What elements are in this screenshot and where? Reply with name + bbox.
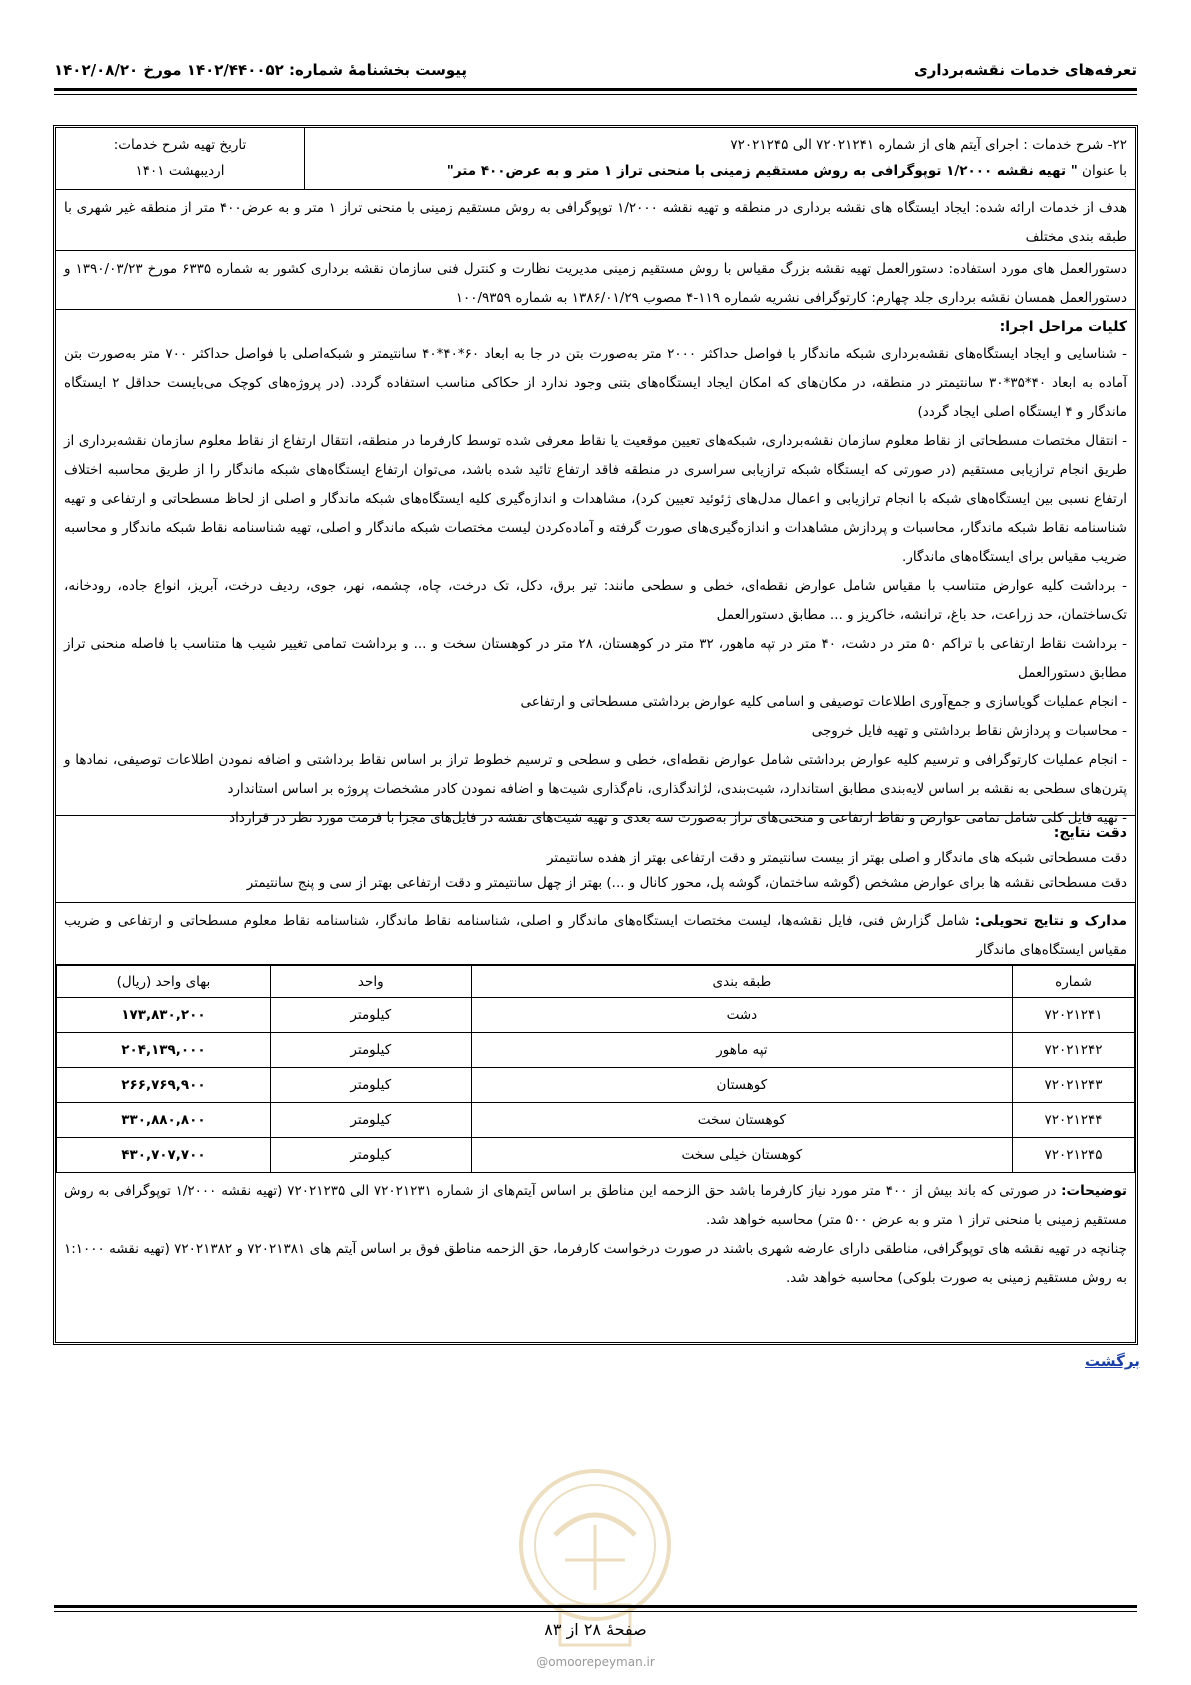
goal-text: هدف از خدمات ارائه شده: ایجاد ایستگاه های نقشه برداری در منطقه و تهیه نقشه ۱/۲۰۰۰ توپوگرافی به روش مستقیم زمینی با منحنی تراز ۱ متر و به عرض۴۰۰ متر از منطقه غیر شهری با طبقه بندی مختلف: [64, 200, 1127, 245]
service-title-prefix: با عنوان: [1077, 163, 1127, 179]
notes-title: توضیحات:: [1061, 1183, 1127, 1199]
item-price: ۲۰۴,۱۳۹,۰۰۰: [57, 1033, 271, 1068]
item-unit: کیلومتر: [270, 1103, 471, 1138]
item-unit: کیلومتر: [270, 1068, 471, 1103]
page-header: [54, 58, 1137, 82]
steps-section: [56, 310, 1135, 826]
deliverables-text: [56, 903, 1135, 964]
step-item: - تهیه فایل کلی شامل تمامی عوارض و نقاط ارتفاعی و منحنی‌های تراز به‌صورت سه بعدی و تهیه شیت‌های نقشه در فایل‌های مجزا با فرمت مورد نظر در قرارداد: [229, 810, 1127, 826]
deliverables-title: مدارک و نتایج تحویلی:: [974, 913, 1128, 929]
table-row: [57, 1138, 1135, 1173]
price-table-header: [57, 966, 1135, 998]
item-price: ۳۳۰,۸۸۰,۸۰۰: [57, 1103, 271, 1138]
notes-section: [56, 1173, 1135, 1295]
goal-row: [56, 190, 1135, 251]
service-items-range: ۲۲- شرح خدمات : اجرای آیتم های از شماره ۷۲۰۲۱۲۴۱ الی ۷۲۰۲۱۲۴۵: [730, 137, 1127, 153]
footer-rule-thick: [54, 1605, 1137, 1608]
accuracy-item: دقت مسطحاتی شبکه های ماندگار و اصلی بهتر از بیست سانتیمتر و دقت ارتفاعی بهتر از هفده سانتیمتر: [546, 850, 1127, 866]
table-row: [57, 998, 1135, 1033]
service-description: [304, 128, 1135, 189]
notes-text-1: در صورتی که باند بیش از ۴۰۰ متر مورد نیاز کارفرما باشد حق الزحمه این مناطق بر اساس آیتم‌های از شماره ۷۲۰۲۱۲۳۱ الی ۷۲۰۲۱۲۳۵ (تهیه نقشه ۱/۲۰۰۰ توپوگرافی به روش مستقیم زمینی با منحنی تراز ۱ متر و به عرض ۵۰۰ متر) محاسبه خواهد شد.: [64, 1183, 1127, 1228]
header-rule-thin: [54, 94, 1137, 95]
price-table: [56, 965, 1135, 1173]
col-header-price: بهای واحد (ریال): [57, 966, 271, 998]
service-sheet: [53, 125, 1138, 1345]
item-unit: کیلومتر: [270, 1033, 471, 1068]
steps-title: کلیات مراحل اجرا:: [999, 319, 1127, 335]
instructions-row: [56, 251, 1135, 310]
service-title-line: [313, 158, 1127, 184]
service-title-row: [56, 128, 1135, 190]
step-item: - محاسبات و پردازش نقاط برداشتی و تهیه فایل خروجی: [811, 723, 1127, 739]
item-code: ۷۲۰۲۱۲۴۲: [1013, 1033, 1135, 1068]
item-class: کوهستان سخت: [471, 1103, 1012, 1138]
accuracy-title: دقت نتایج:: [1053, 825, 1127, 841]
accuracy-section: [56, 816, 1135, 903]
col-header-code: شماره: [1013, 966, 1135, 998]
item-price: ۱۷۳,۸۳۰,۲۰۰: [57, 998, 271, 1033]
step-item: - برداشت کلیه عوارض متناسب با مقیاس شامل عوارض نقطه‌ای، خطی و سطحی مانند: تیر برق، دکل، تک درخت، چاه، چشمه، نهر، جوی، ردیف درخت، آبریز، انواع جاده، رودخانه، تک‌ساختمان، حد زراعت، حد باغ، ترانشه، خاکریز و ... مطابق دستورالعمل: [64, 578, 1127, 623]
table-row: [57, 1068, 1135, 1103]
table-row: [57, 1033, 1135, 1068]
step-item: - برداشت نقاط ارتفاعی با تراکم ۵۰ متر در دشت، ۴۰ متر در تپه ماهور، ۳۲ متر در کوهستان، ۲۸ متر در کوهستان سخت و ... و برداشت تمامی تغییر شیب ها متناسب با فاصله منحنی تراز مطابق دستورالعمل: [64, 636, 1127, 681]
site-watermark: @omoorepeyman.ir: [536, 1655, 655, 1669]
item-price: ۴۳۰,۷۰۷,۷۰۰: [57, 1138, 271, 1173]
item-class: کوهستان خیلی سخت: [471, 1138, 1012, 1173]
footer-rule-thin: [54, 1611, 1137, 1612]
steps-body: [56, 310, 1135, 826]
accuracy-body: [56, 816, 1135, 902]
item-code: ۷۲۰۲۱۲۴۳: [1013, 1068, 1135, 1103]
item-price: ۲۶۶,۷۶۹,۹۰۰: [57, 1068, 271, 1103]
item-unit: کیلومتر: [270, 1138, 471, 1173]
item-unit: کیلومتر: [270, 998, 471, 1033]
notes-text-2: چنانچه در تهیه نقشه های توپوگرافی، مناطقی دارای عارضه شهری باشند در صورت درخواست کارفرما، حق الزحمه مناطق فوق بر اساس آیتم های ۷۲۰۲۱۳۸۱ و ۷۲۰۲۱۳۸۲ (تهیه نقشه ۱:۱۰۰۰ به روش مستقیم زمینی به صورت بلوکی) محاسبه خواهد شد.: [64, 1241, 1128, 1286]
header-rule-thick: [54, 88, 1137, 91]
col-header-class: طبقه بندی: [471, 966, 1012, 998]
step-item: - انتقال مختصات مسطحاتی از نقاط معلوم سازمان نقشه‌برداری، شبکه‌های تعیین موقعیت یا نقاط معرفی شده توسط کارفرما در منطقه، انتقال ارتفاع از نقاط معلوم سازمان نقشه‌برداری از طریق انجام ترازیابی مستقیم (در صورتی که ایستگاه شبکه ترازیابی سراسری در منطقه فاقد ارتفاع تائید شده باشد، می‌توان ارتفاع ایستگاه‌های شبکه ماندگار را از طریق محاسبه اختلاف ارتفاع نسبی بین ایستگاه‌های شبکه با انجام ترازیابی و اعمال مدل‌های ژئوئید تعیین کرد)، مشاهدات و اندازه‌گیری کلیه ایستگاه‌های شبکه ماندگار و اصلی از لحاظ مسطحاتی و ارتفاعی و تهیه شناسنامه نقاط شبکه ماندگار، محاسبات و پردازش مشاهدات و اندازه‌گیری‌های صورت گرفته و آماده‌کردن لیست مختصات شبکه ماندگار و اصلی، تهیه شناسنامه نقاط شبکه ماندگار و محاسبه ضریب مقیاس برای ایستگاه‌های ماندگار.: [64, 433, 1127, 565]
service-date: [56, 128, 304, 189]
step-item: - شناسایی و ایجاد ایستگاه‌های نقشه‌برداری شبکه ماندگار با فواصل حداکثر ۲۰۰۰ متر به‌صورت بتن در جا به ابعاد ۶۰*۴۰*۴۰ سانتیمتر و شبکه‌اصلی با فواصل حداکثر ۷۰۰ متر به‌صورت بتن آماده به ابعاد ۴۰*۳۵*۳۰ سانتیمتر در منطقه، در مکان‌های که امکان ایجاد ایستگاه‌های بتنی وجود ندارد از حکاکی مناسب استفاده گردد. (در پروژه‌های کوچک می‌بایست حداقل ۲ ایستگاه ماندگار و ۴ ایستگاه اصلی ایجاد گردد): [64, 346, 1127, 420]
header-doc-title: تعرفه‌های خدمات نقشه‌برداری: [913, 61, 1137, 79]
header-circular-ref: پیوست بخشنامهٔ شماره: ۱۴۰۲/۴۴۰۰۵۲ مورخ ۱۴۰۲/۰۸/۲۰: [54, 61, 468, 79]
back-link[interactable]: برگشت: [1085, 1352, 1140, 1370]
item-class: دشت: [471, 998, 1012, 1033]
deliverables-row: [56, 903, 1135, 965]
item-code: ۷۲۰۲۱۲۴۱: [1013, 998, 1135, 1033]
item-code: ۷۲۰۲۱۲۴۵: [1013, 1138, 1135, 1173]
page-number: صفحهٔ ۲۸ از ۸۳: [544, 1620, 647, 1639]
notes-paragraph: [64, 1177, 1127, 1235]
notes-body: [56, 1173, 1135, 1295]
service-date-value: اردیبهشت ۱۴۰۱: [135, 163, 225, 179]
item-class: کوهستان: [471, 1068, 1012, 1103]
service-date-label: تاریخ تهیه شرح خدمات:: [113, 137, 247, 153]
col-header-unit: واحد: [270, 966, 471, 998]
step-item: - انجام عملیات کارتوگرافی و ترسیم کلیه عوارض برداشتی شامل عوارض نقطه‌ای، خطی و سطحی و ترسیم خطوط تراز بر اساس نقاط برداشتی و اضافه نمودن اطلاعات توصیفی، نمادها و پترن‌های سطحی به نقشه بر اساس لایه‌بندی مطابق استاندارد، شیت‌بندی، لژاندگذاری، نام‌گذاری شیت‌ها و اضافه نمودن کادر مشخصات پروژه بر اساس استاندارد: [64, 752, 1127, 797]
deliverables-body: شامل گزارش فنی، فایل نقشه‌ها، لیست مختصات ایستگاه‌های ماندگار و اصلی، شناسنامه نقاط ماندگار، شناسنامه نقاط معلوم مسطحاتی و ارتفاعی و ضریب مقیاس ایستگاه‌های ماندگار: [64, 913, 1127, 958]
item-class: تپه ماهور: [471, 1033, 1012, 1068]
service-title: " تهیه نقشه ۱/۲۰۰۰ توپوگرافی به روش مستقیم زمینی با منحنی تراز ۱ متر و به عرض۴۰۰ متر": [446, 163, 1078, 179]
accuracy-item: دقت مسطحاتی نقشه ها برای عوارض مشخص (گوشه ساختمان، گوشه پل، محور کانال و ...) بهتر از چهل سانتیمتر و دقت ارتفاعی بهتر از سی و پنج سانتیمتر: [246, 875, 1127, 891]
table-row: [57, 1103, 1135, 1138]
item-code: ۷۲۰۲۱۲۴۴: [1013, 1103, 1135, 1138]
step-item: - انجام عملیات گویاسازی و جمع‌آوری اطلاعات توصیفی و اسامی کلیه عوارض برداشتی مسطحاتی و ارتفاعی: [520, 694, 1127, 710]
instructions-text: دستورالعمل های مورد استفاده: دستورالعمل تهیه نقشه بزرگ مقیاس با روش مستقیم زمینی مدیریت نظارت و کنترل فنی سازمان نقشه برداری کشور به شماره ۶۳۳۵ مورخ ۱۳۹۰/۰۳/۲۳ و دستورالعمل همسان نقشه برداری جلد چهارم: کارتوگرافی نشریه شماره ۱۱۹-۴ مصوب ۱۳۸۶/۰۱/۲۹ به شماره ۱۰۰/۹۳۵۹: [64, 261, 1127, 306]
